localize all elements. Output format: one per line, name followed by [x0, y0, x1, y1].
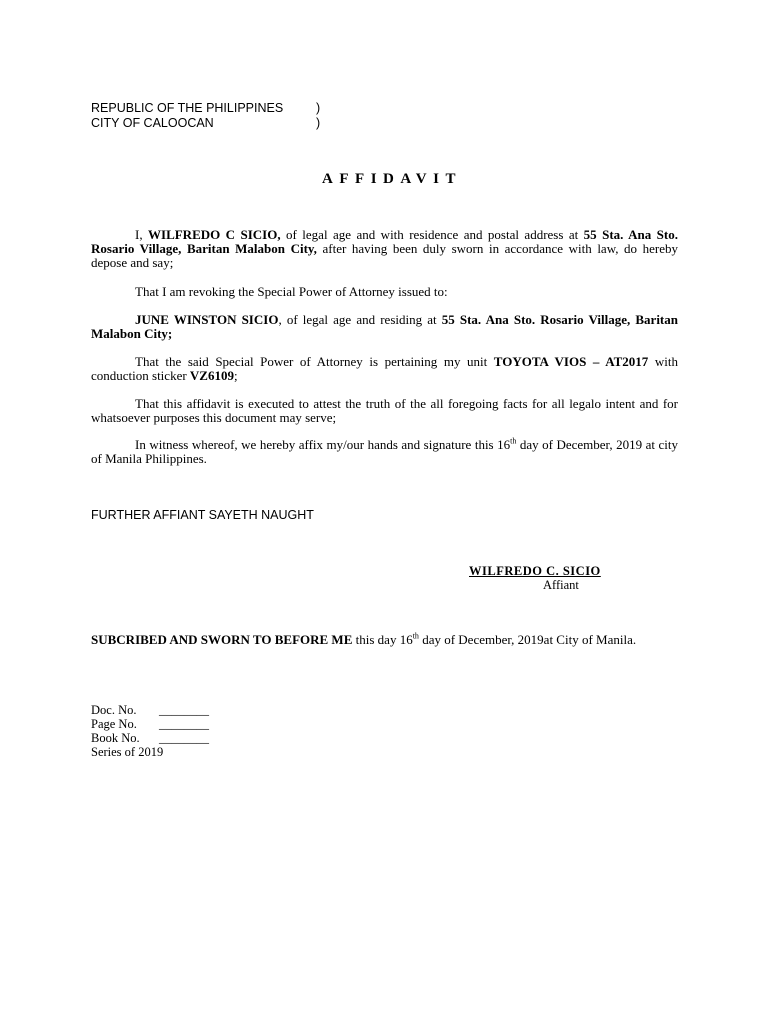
series-label: Series of 2019 — [91, 745, 164, 759]
paragraph-witness — [91, 438, 678, 466]
jurat-ordinal: th — [412, 631, 419, 641]
attorney-address: 55 Sta. Ana Sto. Rosario Village, Baritan Malabon City; — [91, 312, 678, 341]
paragraph-vehicle — [91, 355, 678, 383]
book-no-blank: ________ — [159, 731, 209, 745]
document-title: AFFIDAVIT — [322, 171, 462, 187]
affiant-role-label: Affiant — [543, 578, 579, 592]
para3-text-1: , of legal age and residing at — [278, 312, 442, 327]
para6-text-2: day of December, 2019 at city of Manila Philippines. — [91, 437, 678, 466]
doc-no-blank: ________ — [159, 703, 209, 717]
caption-republic: REPUBLIC OF THE PHILIPPINES — [91, 101, 284, 115]
affiant-address: 55 Sta. Ana Sto. Rosario Village, Baritan Malabon City, — [91, 227, 678, 256]
vehicle-unit: TOYOTA VIOS – AT2017 — [493, 354, 649, 369]
doc-no-label: Doc. No. — [91, 703, 137, 717]
jurat-text-2: day of December, 2019at City of Manila. — [418, 632, 637, 647]
para1-text-1: I, — [135, 227, 149, 242]
caption-paren-1: ) — [316, 101, 321, 115]
para4-text-3: ; — [233, 368, 238, 383]
document-caption — [91, 101, 321, 131]
affiant-name-inline: WILFREDO C SICIO, — [148, 227, 281, 242]
further-affiant-statement: FURTHER AFFIANT SAYETH NAUGHT — [91, 508, 314, 522]
paragraph-purpose: That this affidavit is executed to attest the truth of the all foregoing facts for all legalo intent and for whatsoever purposes this document may serve; — [91, 396, 678, 425]
notarial-register — [91, 703, 209, 759]
book-no-label: Book No. — [91, 731, 140, 745]
affiant-signature-name: WILFREDO C. SICIO — [469, 564, 601, 578]
jurat-statement — [91, 633, 681, 647]
para1-text-3: after having been duly sworn in accordance with law, do hereby depose and say; — [91, 241, 678, 270]
para6-ordinal: th — [510, 436, 517, 446]
para6-text-1: In witness whereof, we hereby affix my/our hands and signature this 16 — [135, 437, 511, 452]
paragraph-identity — [91, 228, 678, 270]
page-no-label: Page No. — [91, 717, 137, 731]
caption-paren-2: ) — [316, 116, 321, 130]
para1-text-2: of legal age and with residence and postal address at — [280, 227, 584, 242]
jurat-heading: SUBCRIBED AND SWORN TO BEFORE ME — [91, 632, 353, 647]
attorney-name: JUNE WINSTON SICIO — [135, 312, 279, 327]
para4-text-2: with conduction sticker — [91, 354, 678, 383]
jurat-text-1: this day 16 — [352, 632, 413, 647]
caption-city: CITY OF CALOOCAN — [91, 116, 214, 130]
paragraph-attorney — [91, 313, 678, 341]
paragraph-revocation: That I am revoking the Special Power of Attorney issued to: — [135, 284, 448, 299]
conduction-sticker: VZ6109 — [189, 368, 234, 383]
page-no-blank: ________ — [159, 717, 209, 731]
para4-text-1: That the said Special Power of Attorney is pertaining my unit — [135, 354, 494, 369]
